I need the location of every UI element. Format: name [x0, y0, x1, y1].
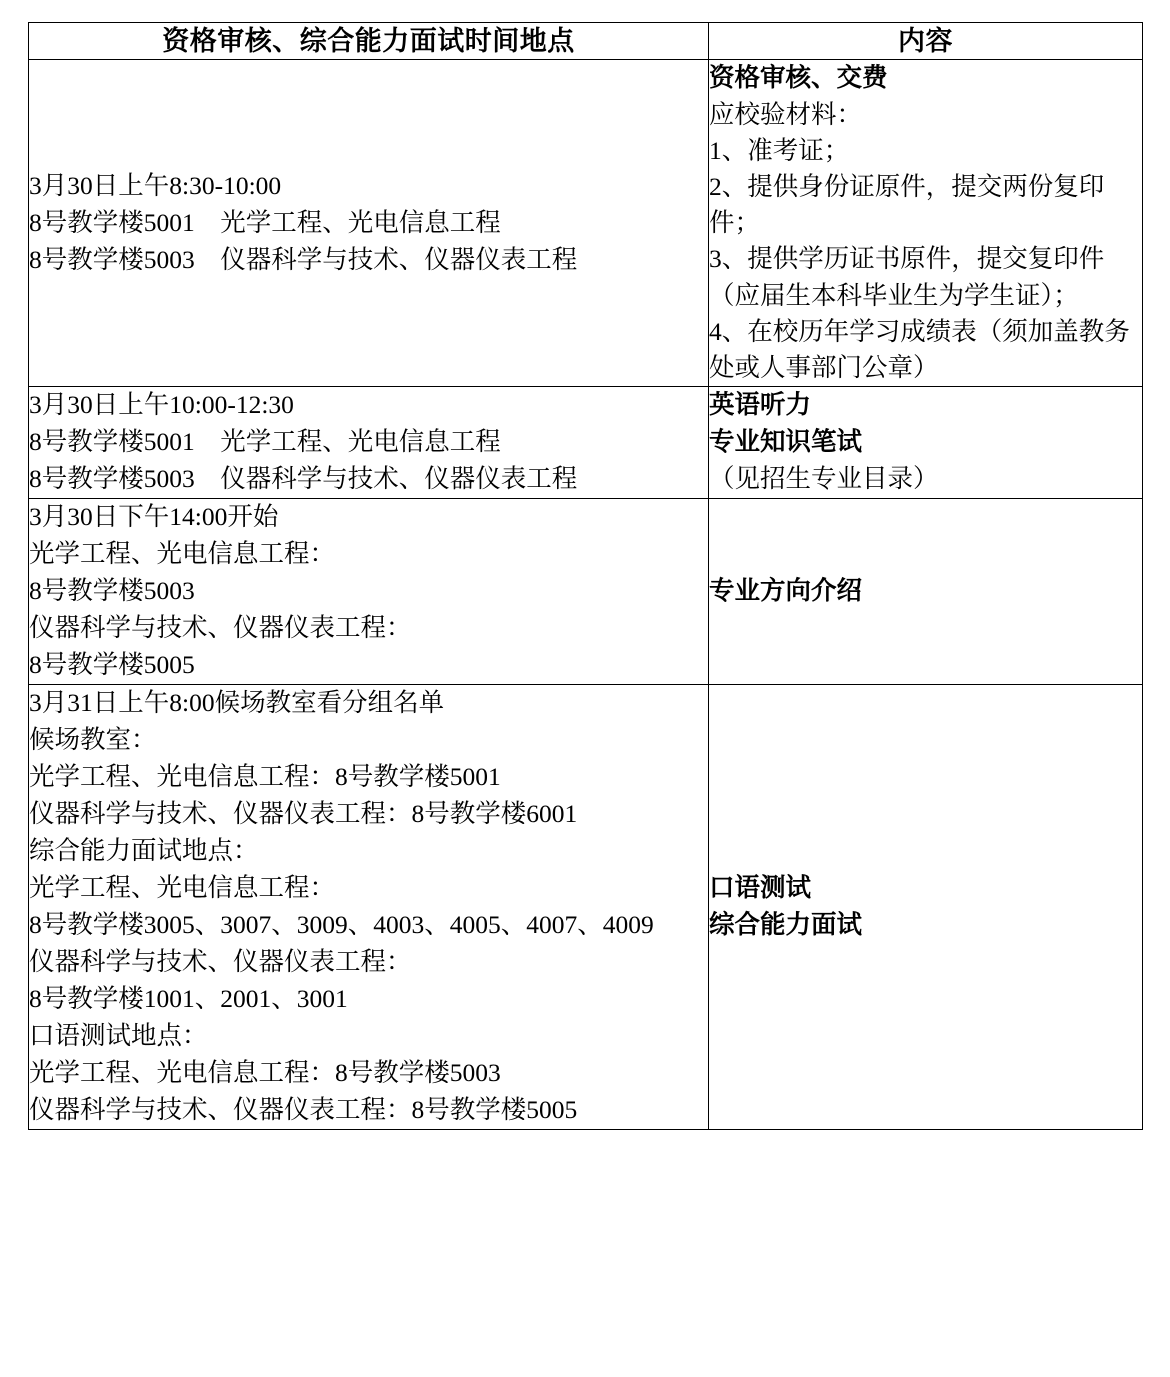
row-3-left-line-4: 仪器科学与技术、仪器仪表工程： [29, 613, 412, 643]
row-2-right-title-2: 专业知识笔试 [709, 427, 863, 457]
row-4-left-line-4: 仪器科学与技术、仪器仪表工程：8号教学楼6001 [29, 798, 578, 828]
row-4-right-title-1: 口语测试 [709, 872, 812, 902]
row-1-right-title-1: 资格审核、交费 [709, 63, 888, 93]
row-4-right-title-2: 综合能力面试 [709, 909, 863, 939]
table-row [29, 60, 1143, 387]
row-4-left-line-5: 综合能力面试地点： [29, 835, 259, 865]
row-3-right-title-1: 专业方向介绍 [709, 576, 863, 606]
schedule-table [28, 22, 1143, 1130]
row-4-left-line-8: 仪器科学与技术、仪器仪表工程： [29, 946, 412, 976]
row-1-left-line-1: 3月30日上午8:30-10:00 [29, 170, 282, 200]
row-2-right-line-1: （见招生专业目录） [709, 464, 939, 494]
table-row [29, 387, 1143, 499]
row-1-left-line-2: 8号教学楼5001 光学工程、光电信息工程 [29, 207, 501, 237]
row-4-left-line-7: 8号教学楼3005、3007、3009、4003、4005、4007、4009 [29, 909, 654, 939]
row-4-left-line-1: 3月31日上午8:00候场教室看分组名单 [29, 688, 445, 718]
row-1-right-line-1: 应校验材料： [709, 99, 863, 129]
row-2-time-location [29, 387, 709, 499]
row-2-right-title-1: 英语听力 [709, 390, 812, 420]
table-row [29, 499, 1143, 685]
row-2-left-line-1: 3月30日上午10:00-12:30 [29, 390, 294, 420]
column-header-content: 内容 [709, 23, 1143, 60]
row-3-left-line-1: 3月30日下午14:00开始 [29, 502, 279, 532]
row-3-left-line-2: 光学工程、光电信息工程： [29, 539, 336, 569]
row-4-time-location [29, 685, 709, 1130]
row-3-left-line-3: 8号教学楼5003 [29, 576, 195, 606]
row-1-time-location [29, 60, 709, 387]
row-1-left-line-3: 8号教学楼5003 仪器科学与技术、仪器仪表工程 [29, 244, 578, 274]
row-4-left-line-9: 8号教学楼1001、2001、3001 [29, 983, 348, 1013]
row-4-left-line-11: 光学工程、光电信息工程：8号教学楼5003 [29, 1057, 501, 1087]
row-4-left-line-2: 候场教室： [29, 724, 157, 754]
row-3-content [709, 499, 1143, 685]
row-4-left-line-12: 仪器科学与技术、仪器仪表工程：8号教学楼5005 [29, 1094, 578, 1124]
row-1-right-line-5: 4、在校历年学习成绩表（须加盖教务处或人事部门公章） [709, 316, 1130, 383]
row-3-time-location [29, 499, 709, 685]
row-1-right-line-3: 2、提供身份证原件，提交两份复印件； [709, 172, 1105, 238]
row-4-left-line-6: 光学工程、光电信息工程： [29, 872, 336, 902]
row-1-content [709, 60, 1143, 387]
row-3-left-line-5: 8号教学楼5005 [29, 650, 195, 680]
row-2-left-line-2: 8号教学楼5001 光学工程、光电信息工程 [29, 427, 501, 457]
table-row [29, 685, 1143, 1130]
row-4-left-line-3: 光学工程、光电信息工程：8号教学楼5001 [29, 761, 501, 791]
row-4-content [709, 685, 1143, 1130]
row-1-right-line-4: 3、提供学历证书原件，提交复印件（应届生本科毕业生为学生证）； [709, 244, 1105, 310]
table-header-row [29, 23, 1143, 60]
row-4-left-line-10: 口语测试地点： [29, 1020, 208, 1050]
column-header-time-location: 资格审核、综合能力面试时间地点 [29, 23, 709, 60]
row-2-content [709, 387, 1143, 499]
row-1-right-line-2: 1、准考证； [709, 135, 850, 165]
row-2-left-line-3: 8号教学楼5003 仪器科学与技术、仪器仪表工程 [29, 464, 578, 494]
